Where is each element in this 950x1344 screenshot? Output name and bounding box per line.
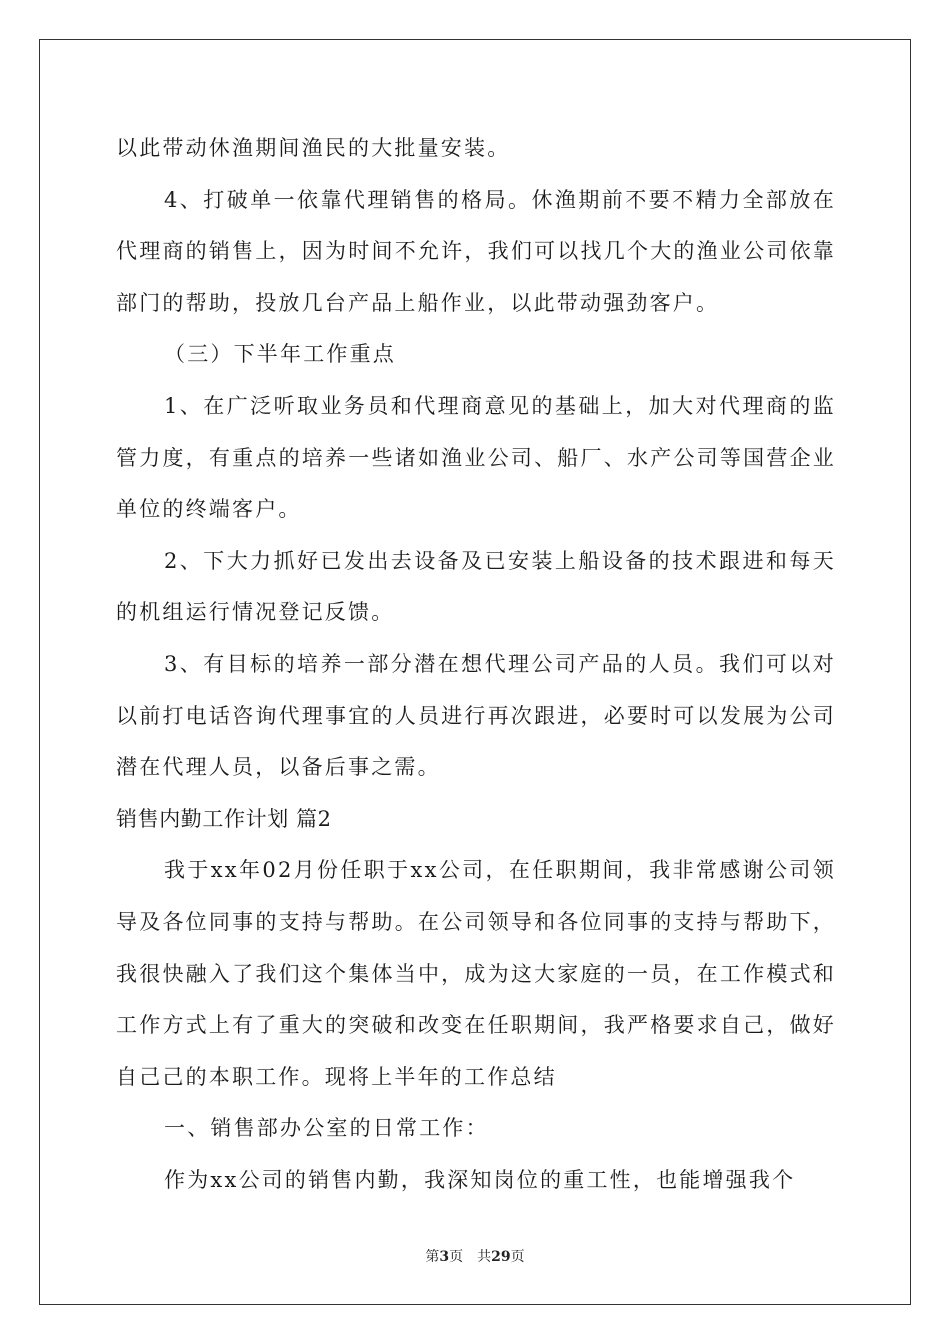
section-heading: 销售内勤工作计划 篇2 [116, 806, 332, 831]
paragraph-item-4: 4、打破单一依靠代理销售的格局。休渔期前不要不精力全部放在代理商的销售上，因为时间不允许，我们可以找几个大的渔业公司依靠部门的帮助，投放几台产品上船作业，以此带动强劲客户。 [116, 187, 836, 315]
footer-prefix: 第 [425, 1249, 440, 1265]
subheading-office-work: 一、销售部办公室的日常工作： [164, 1116, 489, 1141]
footer-mid: 页 共 [449, 1249, 492, 1265]
page-footer [0, 1248, 950, 1266]
paragraph-item-1: 1、在广泛听取业务员和代理商意见的基础上，加大对代理商的监管力度，有重点的培养一些诸如渔业公司、船厂、水产公司等国营企业单位的终端客户。 [116, 393, 836, 522]
paragraph-item-2: 2、下大力抓好已发出去设备及已安装上船设备的技术跟进和每天的机组运行情况登记反馈。 [116, 548, 836, 625]
paragraph-office-work: 作为xx公司的销售内勤，我深知岗位的重工性，也能增强我个 [164, 1167, 796, 1192]
subheading-second-half-focus: （三）下半年工作重点 [164, 342, 396, 367]
footer-total-pages: 29 [491, 1249, 511, 1265]
footer-page-number: 3 [439, 1249, 450, 1265]
paragraph-intro: 以此带动休渔期间渔民的大批量安装。 [116, 136, 511, 160]
footer-suffix: 页 [510, 1249, 525, 1265]
paragraph-item-3: 3、有目标的培养一部分潜在想代理公司产品的人员。我们可以对以前打电话咨询代理事宜的人员进行再次跟进，必要时可以发展为公司潜在代理人员，以备后事之需。 [116, 651, 836, 780]
paragraph-intro-2: 我于xx年02月份任职于xx公司，在任职期间，我非常感谢公司领导及各位同事的支持与帮助。在公司领导和各位同事的支持与帮助下，我很快融入了我们这个集体当中，成为这大家庭的一员，在工作模式和工作方式上有了重大的突破和改变在任职期间，我严格要求自己，做好自己己的本职工作。现将上半年的工作总结 [116, 858, 836, 1089]
document-body [116, 123, 836, 1206]
